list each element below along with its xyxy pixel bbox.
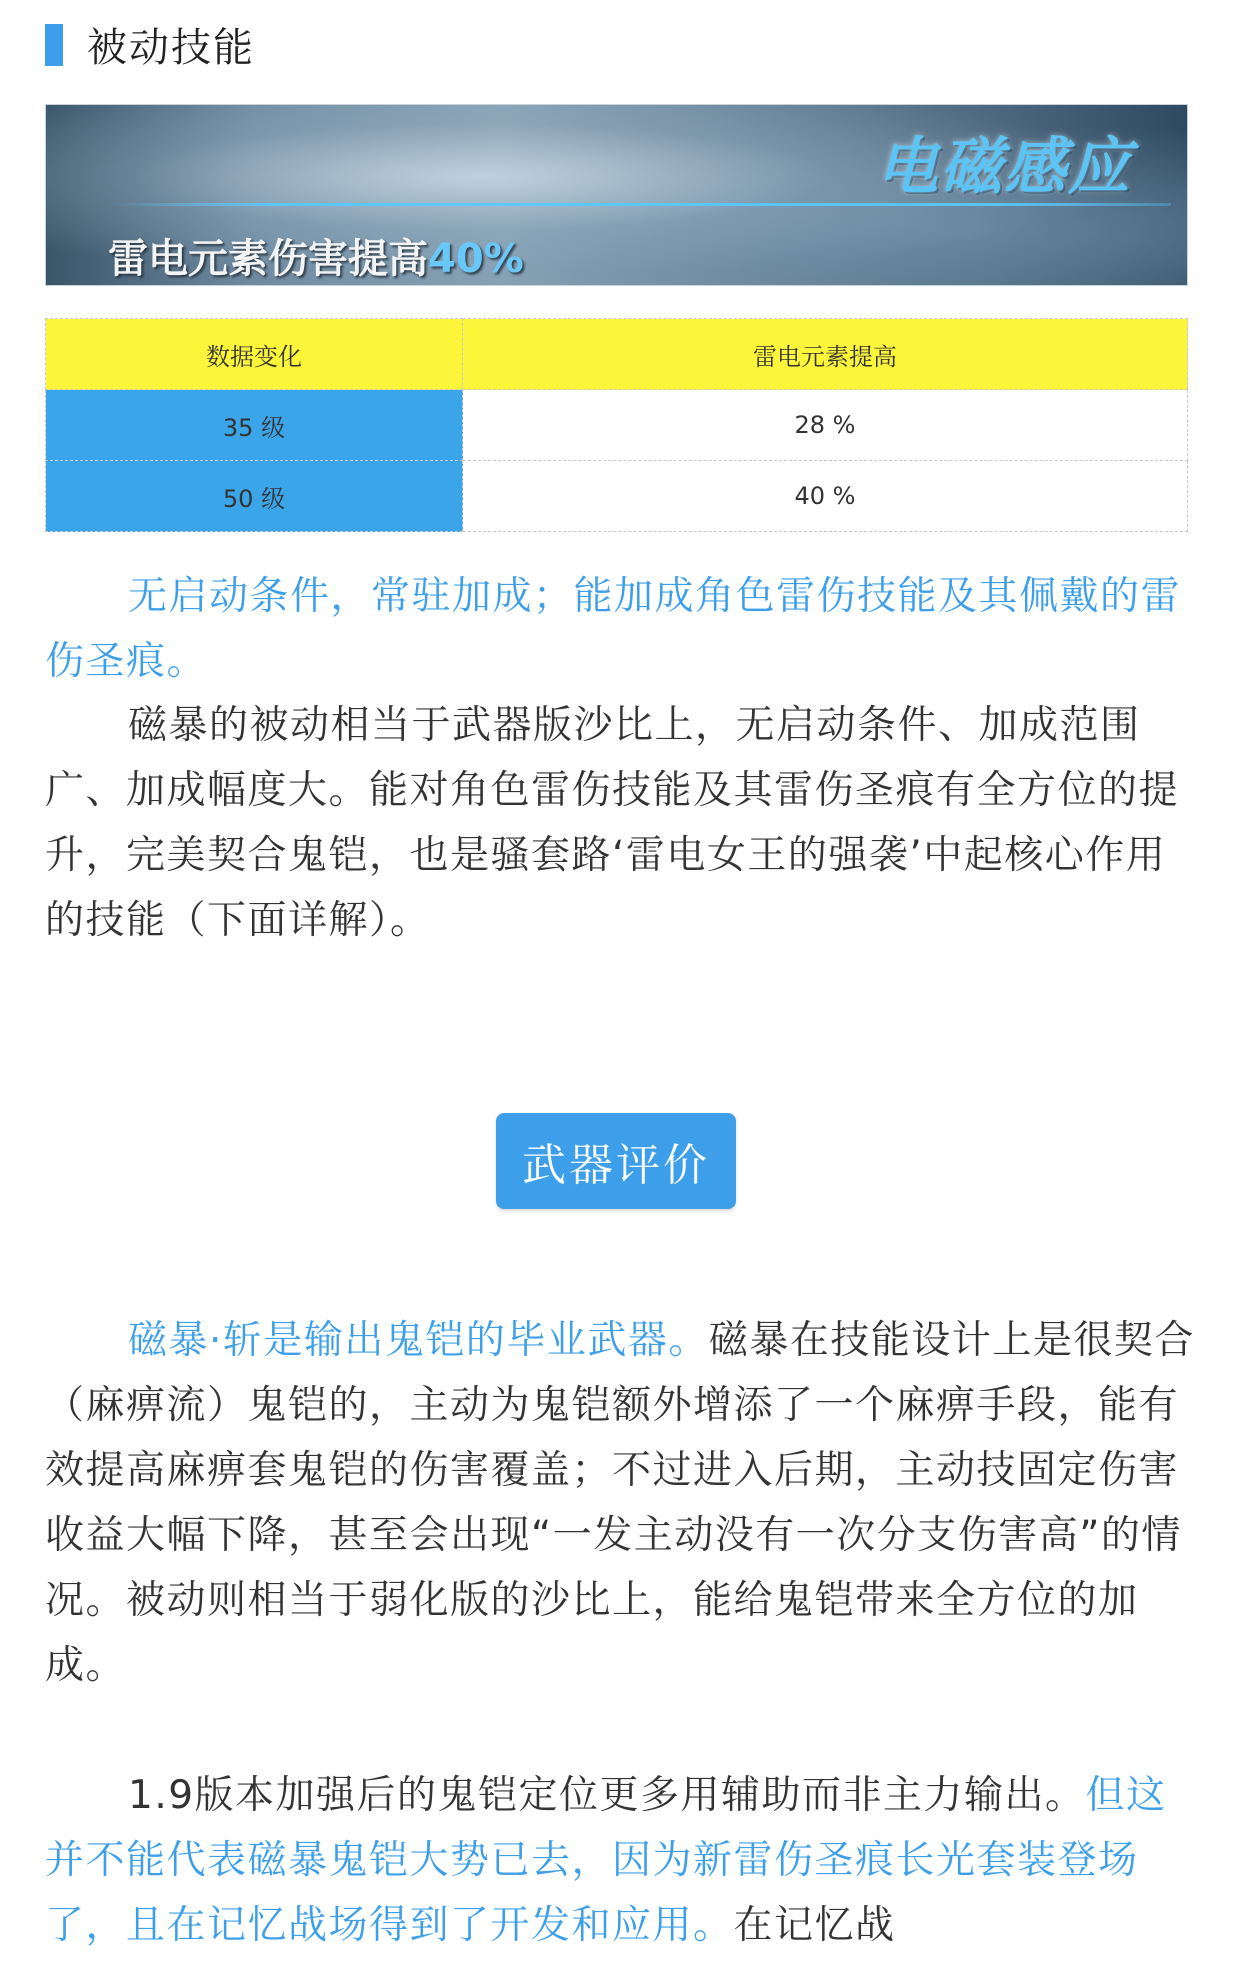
paragraph-version-note — [45, 1763, 1195, 1958]
value-cell: 40 % — [463, 461, 1188, 532]
table-header-cell: 数据变化 — [46, 319, 463, 390]
banner-divider — [111, 203, 1171, 206]
paragraph-passive-summary: 无启动条件，常驻加成；能加成角色雷伤技能及其佩戴的雷伤圣痕。 — [45, 574, 1182, 684]
paragraph-highlight: 磁暴·斩是输出鬼铠的毕业武器。 — [128, 1318, 709, 1363]
table-header-cell: 雷电元素提高 — [463, 319, 1188, 390]
level-cell: 50 级 — [46, 461, 463, 532]
stats-table — [45, 318, 1188, 532]
level-cell: 35 级 — [46, 390, 463, 461]
paragraph-highlight: 但这并不能代表磁暴鬼铠大势已去，因为新雷伤圣痕长光套装登场了，且在记忆战场得到了开发和应用。 — [45, 1773, 1167, 1948]
skill-description-text: 雷电元素伤害提高 — [108, 236, 428, 282]
weapon-evaluation-button[interactable]: 武器评价 — [496, 1113, 736, 1209]
paragraph-text: 在记忆战 — [733, 1903, 896, 1948]
table-header-row — [46, 319, 1188, 390]
table-row — [46, 390, 1188, 461]
section-title: 被动技能 — [87, 25, 255, 71]
paragraph-passive-detail: 磁暴的被动相当于武器版沙比上，无启动条件、加成范围广、加成幅度大。能对角色雷伤技能及其雷伤圣痕有全方位的提升，完美契合鬼铠，也是骚套路‘雷电女王的强袭’中起核心作用的技能（下面详解）。 — [45, 703, 1180, 943]
section-header — [45, 16, 255, 73]
skill-banner — [45, 104, 1188, 286]
paragraph-text: 1.9版本加强后的鬼铠定位更多用辅助而非主力输出。 — [128, 1773, 1086, 1818]
section-marker — [45, 24, 63, 66]
skill-description-value: 40% — [428, 236, 524, 282]
value-cell: 28 % — [463, 390, 1188, 461]
paragraph-weapon-evaluation — [45, 1308, 1195, 1698]
skill-name: 电磁感应 — [875, 130, 1132, 203]
table-row — [46, 461, 1188, 532]
paragraph-text: 磁暴在技能设计上是很契合（麻痹流）鬼铠的，主动为鬼铠额外增添了一个麻痹手段，能有效提高麻痹套鬼铠的伤害覆盖；不过进入后期，主动技固定伤害收益大幅下降，甚至会出现“一发主动没有一次分支伤害高”的情况。被动则相当于弱化版的沙比上，能给鬼铠带来全方位的加成。 — [45, 1318, 1195, 1688]
skill-description — [108, 227, 524, 284]
